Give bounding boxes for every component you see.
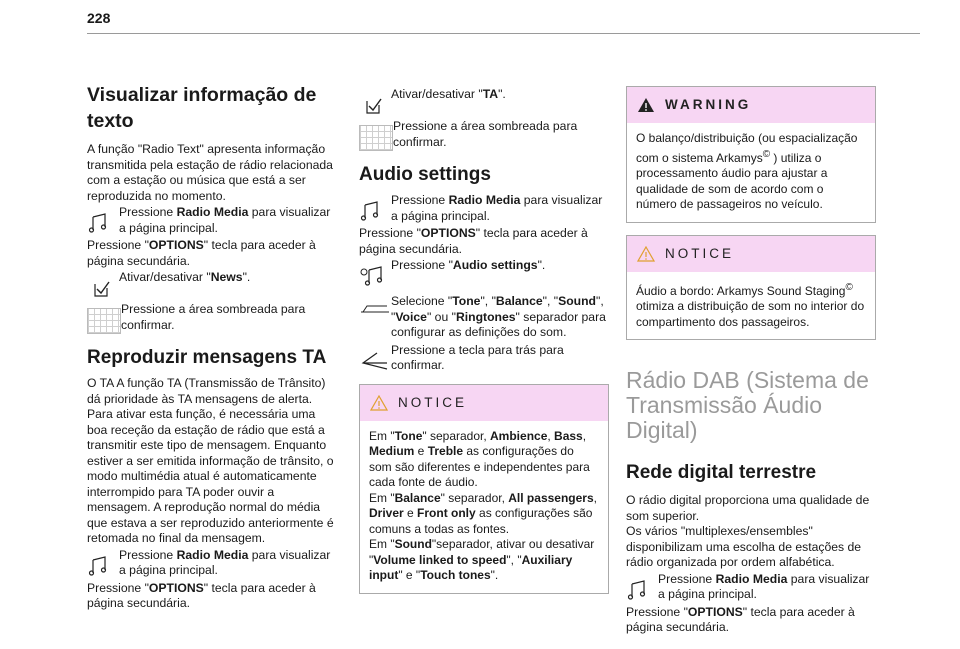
music-settings-icon	[359, 264, 391, 288]
step-text: Pressione a área sombreada para confirmar.	[121, 302, 306, 332]
step-text: Pressione a área sombreada para confirmar.	[393, 119, 578, 149]
checkbox-icon	[359, 93, 391, 117]
warning-header	[627, 87, 875, 123]
music-note-icon	[87, 554, 119, 578]
shaded-area-icon	[359, 125, 393, 151]
instruction-step	[87, 302, 337, 334]
section-heading: Visualizar informação de texto	[87, 84, 317, 132]
chapter-title: Rádio DAB (Sistema de Transmissão Áudio Digital)	[626, 367, 869, 443]
notice-header	[627, 236, 875, 272]
music-note-icon	[359, 199, 391, 223]
paragraph: O TA A função TA (Transmissão de Trânsito) dá prioridade às TA mensagens de alerta. Para ativar esta função, é necessária uma boa receção da estação de rádio que está a transmitir este tipo de mensagem. Enquanto estiver a ser emitida informação de trânsito, o modo multimédia atual é automaticamente interrompido para TA poder ouvir a mensagem. A reprodução normal do média que estava a ser reproduzido anteriormente é retomada no final da mensagem.	[87, 376, 334, 545]
step-text: Pressione "Audio settings".	[391, 258, 546, 272]
step-text: Pressione Radio Media para visualizar a página principal.	[119, 547, 331, 577]
instruction-step	[359, 87, 609, 117]
warning-triangle-icon	[637, 246, 655, 262]
shaded-area-icon	[87, 308, 121, 334]
step-text: Ativar/desativar "TA".	[391, 87, 506, 101]
column-1	[87, 82, 337, 612]
section-heading: Reproduzir mensagens TA	[87, 347, 327, 368]
music-note-icon	[626, 578, 658, 602]
back-arrow-icon	[359, 349, 391, 373]
notice-body: Áudio a bordo: Arkamys Sound Staging© otimiza a distribuição de som no interior do compartimento dos passageiros.	[636, 281, 865, 329]
step-text: Ativar/desativar "News".	[119, 270, 251, 284]
paragraph: Pressione "OPTIONS" tecla para aceder à página secundária.	[359, 226, 588, 256]
instruction-step	[87, 548, 337, 579]
instruction-step	[359, 193, 609, 224]
header-divider	[87, 33, 920, 34]
paragraph: Pressione "OPTIONS" tecla para aceder à página secundária.	[87, 580, 316, 610]
notice-title: NOTICE	[398, 394, 468, 410]
warning-box	[626, 86, 876, 223]
warning-triangle-icon	[370, 395, 388, 411]
column-2	[359, 86, 609, 606]
step-text: Pressione Radio Media para visualizar a página principal.	[119, 205, 331, 235]
paragraph: Pressione "OPTIONS" tecla para aceder à página secundária.	[626, 604, 855, 634]
warning-triangle-icon	[637, 97, 655, 113]
instruction-step	[359, 343, 609, 374]
notice-box	[359, 384, 609, 594]
instruction-step	[87, 270, 337, 300]
tab-selector-icon	[359, 300, 391, 324]
section-heading: Rede digital terrestre	[626, 462, 817, 483]
instruction-step	[359, 294, 609, 341]
step-text: Selecione "Tone", "Balance", "Sound", "Voice" ou "Ringtones" separador para configurar as definições do som.	[391, 294, 606, 339]
step-text: Pressione a tecla para trás para confirmar.	[391, 342, 564, 372]
checkbox-icon	[87, 276, 119, 300]
instruction-step	[626, 572, 876, 603]
step-text: Pressione Radio Media para visualizar a página principal.	[391, 193, 603, 223]
column-3	[626, 86, 876, 636]
notice-box	[626, 235, 876, 341]
paragraph: O rádio digital proporciona uma qualidade de som superior. Os vários "multiplexes/ensembles" disponibilizam uma escolha de estações de rádio organizada por ordem alfabética.	[626, 493, 870, 569]
music-note-icon	[87, 211, 119, 235]
step-text: Pressione Radio Media para visualizar a página principal.	[658, 571, 870, 601]
notice-body: Em "Tone" separador, Ambience, Bass, Medium e Treble as configurações do som são diferentes e independentes para cada fonte de áudio. Em "Balance" separador, All passengers, Driver e Front only as configurações são comuns a todas as fontes. Em "Sound"separador, ativar ou desativar "Volume linked to speed", "Auxiliary input" e "Touch tones".	[369, 428, 597, 582]
paragraph: Pressione "OPTIONS" tecla para aceder à página secundária.	[87, 238, 316, 268]
warning-body: O balanço/distribuição (ou espacialização com o sistema Arkamys© ) utiliza o processamento áudio para ajustar a qualidade de som de acordo com o número de passageiros no veículo.	[636, 131, 858, 211]
page-number: 228	[87, 10, 111, 26]
notice-title: NOTICE	[665, 245, 735, 261]
warning-title: WARNING	[665, 97, 752, 113]
instruction-step	[359, 258, 609, 288]
instruction-step	[87, 205, 337, 236]
notice-header	[360, 385, 608, 421]
paragraph: A função "Radio Text" apresenta informação transmitida pela estação de rádio relacionada com a estação ou música que está a ser reproduzida no momento.	[87, 142, 333, 203]
section-heading: Audio settings	[359, 164, 491, 185]
instruction-step	[359, 119, 609, 151]
